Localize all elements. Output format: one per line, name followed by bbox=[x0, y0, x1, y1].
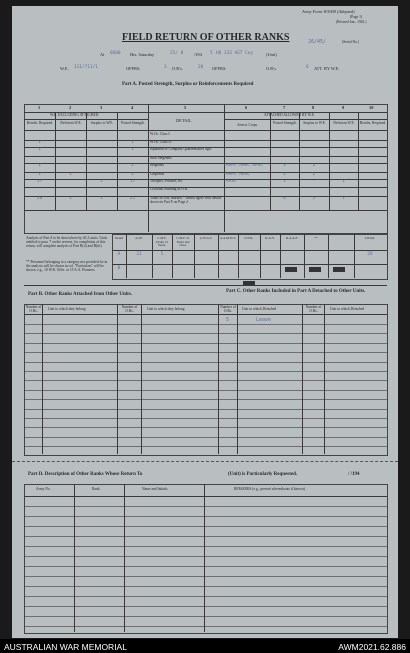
row-cell-c7: 6 bbox=[283, 197, 286, 201]
row-cell-c1: 1 bbox=[38, 141, 41, 145]
row-cell-c4: 2 bbox=[131, 173, 134, 177]
analysis-header: A.A.M.W.S. bbox=[219, 236, 237, 240]
part-d-col-remarks: REMARKS (e.g., present whereabouts if known). bbox=[234, 487, 306, 491]
row-cell-c7: 3 bbox=[283, 164, 286, 168]
row-cell-c1: 1 bbox=[38, 148, 41, 152]
analysis-header: C.M.F. Under 21 Years. bbox=[155, 236, 169, 248]
row-cell-arm: AAPC AASC bbox=[226, 173, 250, 177]
row-cell-c1: 1 bbox=[38, 173, 41, 177]
part-d-table bbox=[24, 484, 388, 634]
analysis-note: Analysis of Part A to be shown here by ALL units. Units entitled to para. 7 on the reverse, for completion of this return, will complete analysis of Part B(ii) and B(iii). bbox=[26, 236, 108, 249]
part-d-col-name: Name and Initials. bbox=[142, 487, 169, 491]
part-d-col-army-no: Army No. bbox=[36, 487, 51, 491]
part-c-col-num-1: Number of O.Rs. bbox=[220, 305, 236, 313]
serial-number-value: 26/45/ bbox=[308, 39, 327, 45]
row-cell-c3: 1 bbox=[100, 197, 103, 201]
page-number: (Page 1) bbox=[350, 15, 363, 19]
row-detail-label: Corporals bbox=[150, 172, 165, 176]
row-cell-c7: 2 bbox=[283, 173, 286, 177]
part-b-heading: Part B. Other Ranks Attached from Other Units. bbox=[28, 292, 133, 297]
row-cell-c4: 1 bbox=[131, 141, 134, 145]
subhead-surplus: Surplus to W.E. bbox=[90, 121, 114, 125]
row-cell-c8: 2 bbox=[312, 173, 316, 177]
part-b-col-num-1: Number of O.Rs. bbox=[25, 305, 42, 313]
row-detail-label: Staff Sergeants bbox=[150, 156, 172, 160]
form-title: FIELD RETURN OF OTHER RANKS bbox=[122, 32, 290, 43]
blocked-cell bbox=[285, 267, 297, 272]
analysis-header: C.M.F. 21 Years and Over. bbox=[176, 236, 190, 248]
col-num-6: 6 bbox=[245, 105, 248, 110]
part-c-col-unit-2: Unit to which Detached bbox=[330, 307, 365, 311]
analysis-header: R.A.N. bbox=[265, 236, 275, 240]
serial-number-label: (Serial No.) bbox=[342, 40, 359, 44]
col-num-4: 4 bbox=[131, 105, 134, 110]
row-cell-c1: 20 bbox=[36, 197, 43, 201]
analysis-header: A.W.A.S. bbox=[199, 236, 213, 240]
row-detail-label: W.Os. Class II. bbox=[150, 140, 172, 144]
part-c-col-num-2: Number of O.Rs. bbox=[305, 305, 322, 313]
part-d-heading: Part D. Description of Other Ranks Whose Return To bbox=[28, 472, 143, 477]
analysis-cell-detail: A bbox=[117, 252, 121, 257]
row-cell-arm: AASC bbox=[226, 180, 237, 184]
detail-heading: DETAIL bbox=[176, 118, 192, 123]
analysis-header: ** bbox=[314, 236, 318, 240]
subhead-surplus-att: Surplus to W.E. bbox=[303, 121, 326, 125]
row-detail-label: Totals of cols. marked * should agree with details shown in Part E on Page 2. bbox=[150, 196, 222, 204]
row-cell-c4: 2 bbox=[131, 164, 134, 168]
col-num-2: 2 bbox=[69, 105, 72, 110]
form-number: Army Form W3009 (Adapted) bbox=[302, 9, 355, 14]
row-cell-c2: 1 bbox=[69, 173, 72, 177]
footer-institution: AUSTRALIAN WAR MEMORIAL bbox=[4, 642, 127, 652]
footer-accession: AWM2021.62.886 bbox=[338, 642, 406, 652]
analysis-header: Detail bbox=[114, 236, 124, 240]
special-category-note: ** Personnel belonging to a category not provided for in the analysis will be shown in col. "Particulars" will be shown, e.g., 10 W.R. Offrs. or 15 A.A. Pioneers. bbox=[26, 260, 108, 273]
perforation-line bbox=[12, 461, 398, 462]
row-cell-c8: 3 bbox=[312, 164, 316, 168]
subhead-reinfts-att: Reinfts. Required. bbox=[359, 121, 387, 125]
we-excluding-heading: W.E. EXCLUDING ATTACHED. bbox=[50, 113, 100, 117]
analysis-header: CIVIL. bbox=[244, 236, 254, 240]
row-detail-label: Sergeants bbox=[150, 163, 164, 167]
row-cell-c8: - bbox=[312, 180, 316, 184]
row-cell-c7: 1 bbox=[283, 180, 286, 184]
attached-allowed-heading: ATTACHED ALLOWED BY W.E. bbox=[264, 113, 315, 117]
part-c-col-unit-1: Unit to which Detached bbox=[242, 307, 277, 311]
analysis-cell-aif: 21 bbox=[136, 252, 142, 257]
analysis-header: R.A.A.F. bbox=[286, 236, 298, 240]
form-sheet bbox=[12, 6, 398, 638]
part-b-col-num-2: Number of O.Rs. bbox=[121, 305, 138, 313]
row-cell-c1: 1 bbox=[38, 164, 41, 168]
part-c-num-value: 5 bbox=[226, 317, 230, 323]
row-cell-c4: 21 bbox=[129, 197, 136, 201]
part-b-col-unit-2: Unit to which they belong bbox=[147, 307, 185, 311]
we-value: 111/711/1 bbox=[74, 65, 98, 70]
subhead-posted-att: Posted Strength. bbox=[273, 121, 297, 125]
row-detail-label: Squadron or Company Quartermaster Sgts. bbox=[150, 147, 212, 151]
part-d-unit-text: (Unit) is Particularly Requested. bbox=[228, 472, 298, 477]
col-num-8: 8 bbox=[312, 105, 315, 110]
part-d-col-rank: Rank. bbox=[92, 487, 101, 491]
part-d-date: / /194 bbox=[348, 472, 360, 477]
analysis-header: A.I.F. bbox=[135, 236, 143, 240]
col-num-7: 7 bbox=[283, 105, 286, 110]
return-date-line: At 0600 Hrs. Saturday 25/ 8 /194 5 HQ 133 AGT Coy (Unit) bbox=[100, 51, 277, 57]
part-a-heading: Part A. Posted Strength, Surplus or Reinforcements Required bbox=[122, 82, 254, 87]
row-cell-c9: 1 bbox=[342, 197, 345, 201]
row-detail-label: Civilians counting as O.R. bbox=[150, 187, 189, 191]
analysis-header: TOTAL bbox=[364, 236, 376, 240]
subhead-posted: Posted Strength. bbox=[121, 121, 145, 125]
return-date-value: 25/ 8 bbox=[170, 51, 184, 56]
subhead-deficient-att: Deficient W.E. bbox=[333, 121, 355, 125]
row-cell-c4: 17 bbox=[129, 180, 136, 184]
row-cell-arm: AAPC AAMC AASC bbox=[226, 164, 264, 168]
subhead-arm: Arm or Corps. bbox=[237, 123, 258, 127]
footer-bar bbox=[0, 639, 410, 653]
analysis-cell-u21: 5 bbox=[160, 252, 164, 257]
row-detail-label: W.Os. Class I. bbox=[150, 132, 171, 136]
we-line: W.E. 111/711/1 OFFRS. 3 O.R's. 20 OFFRS. O.R's. 6 ATT. BY W.E. bbox=[60, 65, 340, 71]
row-cell-c8: 5 bbox=[312, 197, 316, 201]
col-num-9: 9 bbox=[342, 105, 345, 110]
col-num-1: 1 bbox=[38, 105, 41, 110]
row-detail-label: Troopers, Privates, etc. bbox=[150, 179, 184, 183]
part-b-col-unit-1: Unit to which they belong bbox=[48, 307, 86, 311]
analysis-cell-detail: B bbox=[117, 266, 121, 271]
blocked-cell bbox=[333, 267, 345, 272]
row-cell-c2: 1 bbox=[69, 197, 72, 201]
revised-date: (Revised Jan., 1943.) bbox=[336, 20, 367, 24]
unit-value: HQ 133 AGT Coy bbox=[216, 51, 254, 56]
row-cell-c3: 1 bbox=[100, 180, 103, 184]
col-num-10: 10 bbox=[369, 105, 374, 110]
col-num-3: 3 bbox=[100, 105, 103, 110]
row-cell-c9: 1 bbox=[342, 180, 345, 184]
row-cell-c1: 17 bbox=[36, 180, 43, 184]
analysis-cell-total: 26 bbox=[367, 252, 373, 257]
part-c-heading: Part C. Other Ranks Included in Part A Detached to Other Units. bbox=[226, 289, 366, 294]
blocked-cell bbox=[309, 267, 321, 272]
col-num-5: 5 bbox=[184, 105, 187, 110]
part-c-unit-value: Leave bbox=[256, 317, 272, 323]
subhead-reinfts: Reinfts. Required. bbox=[26, 121, 54, 125]
row-cell-c4: 1 bbox=[131, 148, 134, 152]
subhead-deficient: Deficient W.E. bbox=[60, 121, 82, 125]
